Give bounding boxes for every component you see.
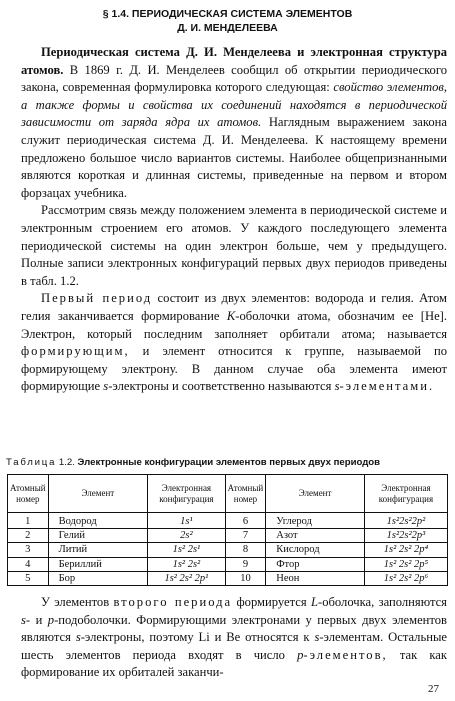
- s-letter: s: [21, 612, 26, 627]
- intro-law-italic: свойство элементов, а также формы и свойства их соединений находятся в периодической зависимости от заряда ядра их атомов.: [21, 80, 447, 130]
- atomic-number-cell: 10: [225, 571, 266, 585]
- k-shell-letter: K: [226, 308, 236, 323]
- table-row: [8, 557, 448, 571]
- element-cell: Бериллий: [48, 557, 148, 571]
- atomic-number-cell: 3: [8, 543, 49, 557]
- configuration-cell: 1s² 2s¹: [148, 543, 226, 557]
- element-cell: Бор: [48, 571, 148, 585]
- body-text-continued: [21, 594, 447, 682]
- element-cell: Литий: [48, 543, 148, 557]
- second-period-text-5: -подоболочки. Формирующими электронами у первых двух элементов являются: [21, 612, 447, 645]
- element-cell: Кислород: [266, 543, 365, 557]
- caption-word: Таблица: [6, 457, 57, 468]
- configuration-cell: 1s²2s²2p²: [364, 513, 447, 529]
- first-period-text-2: -оболочки атома, обозначим ее [He]. Электрон, который последним заполняет орбитали атома; называется: [21, 308, 447, 341]
- table-row: [8, 529, 448, 543]
- intro-text-2: Наглядным выражением закона служит периодическая система Д. И. Менделеева. К настоящему времени предложено большое число вариантов системы. Наиболее общепризнанными являются короткая и длинная системы, приведенные на первом и втором форзацах учебника.: [21, 115, 447, 200]
- element-cell: Фтор: [266, 557, 365, 571]
- l-shell-letter: L: [310, 595, 318, 609]
- header-element: Элемент: [266, 475, 365, 513]
- second-period-text-2: формируется: [232, 595, 311, 609]
- s-letter: s: [75, 630, 81, 645]
- atomic-number-cell: 6: [225, 513, 266, 529]
- intro-lead-bold: Периодическая система Д. И. Менделеева и электронная структура атомов.: [21, 45, 447, 77]
- atomic-number-cell: 7: [225, 529, 266, 543]
- s-elements-term: -элементами.: [339, 379, 435, 394]
- p-letter: p: [47, 612, 55, 627]
- p-elements-term: -элементов,: [303, 647, 388, 662]
- paragraph-relation: Рассмотрим связь между положением элемента в периодической системе и электронным строением его атомов. У каждого последующего элемента периодической системы на один электрон больше, чем у предыдущего. Полные записи электронных конфигураций первых двух периодов приведены в табл. 1.2.: [21, 203, 447, 288]
- second-period-text-8: так как формирование их орбиталей заканчи-: [21, 647, 447, 680]
- configuration-cell: 1s¹: [148, 513, 226, 529]
- s-letter: s: [314, 630, 320, 645]
- table-row: [8, 513, 448, 529]
- configuration-cell: 1s² 2s² 2p⁵: [364, 557, 447, 571]
- body-text: [21, 44, 447, 396]
- intro-text-1: В 1869 г. Д. И. Менделеев сообщил об открытии периодического закона, современная формулировка которого следующая:: [21, 62, 447, 95]
- header-atomic-number: Атомный номер: [225, 475, 266, 513]
- second-period-text-4: - и: [25, 612, 48, 627]
- atomic-number-cell: 9: [225, 557, 266, 571]
- first-period-text-4: -электроны и соответственно называются: [108, 379, 335, 394]
- s-letter: s: [103, 379, 109, 394]
- configuration-cell: 1s² 2s² 2p⁶: [364, 571, 447, 585]
- configuration-cell: 1s² 2s²: [148, 557, 226, 571]
- paragraph-intro: [21, 44, 447, 202]
- page-number: 27: [428, 683, 439, 695]
- section-heading: [0, 7, 455, 35]
- second-period-text-1: У элементов: [41, 595, 114, 609]
- table-header-row: [8, 475, 448, 513]
- caption-number: 1.2.: [56, 457, 75, 468]
- section-heading-line1: § 1.4. ПЕРИОДИЧЕСКАЯ СИСТЕМА ЭЛЕМЕНТОВ: [102, 8, 353, 20]
- first-period-term: Первый период: [41, 291, 153, 306]
- p-letter: p: [297, 647, 304, 662]
- second-period-text-6: -электроны, поэтому Li и Be относятся к: [80, 630, 315, 645]
- s-letter: s: [334, 379, 340, 394]
- header-configuration: Электронная конфигурация: [364, 475, 447, 513]
- element-cell: Азот: [266, 529, 365, 543]
- second-period-text-3: -оболочка, заполняются: [318, 595, 447, 609]
- paragraph-first-period: [21, 290, 447, 396]
- atomic-number-cell: 5: [8, 571, 49, 585]
- caption-title: Электронные конфигурации элементов первых двух периодов: [74, 457, 381, 468]
- header-atomic-number: Атомный номер: [8, 475, 49, 513]
- header-configuration: Электронная конфигурация: [148, 475, 226, 513]
- configuration-cell: 1s² 2s² 2p¹: [148, 571, 226, 585]
- section-heading-line2: Д. И. МЕНДЕЛЕЕВА: [177, 22, 278, 34]
- element-cell: Неон: [266, 571, 365, 585]
- element-cell: Гелий: [48, 529, 148, 543]
- configuration-cell: 1s² 2s² 2p⁴: [364, 543, 447, 557]
- forming-term: формирующим,: [21, 344, 130, 359]
- atomic-number-cell: 1: [8, 513, 49, 529]
- table-row: [8, 571, 448, 585]
- element-cell: Водород: [48, 513, 148, 529]
- second-period-term: второго периода: [113, 595, 233, 609]
- second-period-text-7: -элементам. Остальные шесть элементов периода входят в число: [21, 630, 447, 662]
- atomic-number-cell: 8: [225, 543, 266, 557]
- atomic-number-cell: 4: [8, 557, 49, 571]
- configuration-cell: 1s²2s²2p³: [364, 529, 447, 543]
- electron-config-table: [7, 474, 448, 586]
- element-cell: Углерод: [266, 513, 365, 529]
- atomic-number-cell: 2: [8, 529, 49, 543]
- table-row: [8, 543, 448, 557]
- first-period-text-3: и элемент относится к группе, называемой по формирующему электрону. В данном случае оба элемента имеют формирующие: [21, 344, 447, 394]
- configuration-cell: 2s²: [148, 529, 226, 543]
- paragraph-second-period: [21, 594, 447, 682]
- header-element: Элемент: [48, 475, 148, 513]
- table-caption: [6, 457, 380, 468]
- first-period-text-1: состоит из двух элементов: водорода и гелия. Атом гелия заканчивается формирование: [21, 291, 447, 323]
